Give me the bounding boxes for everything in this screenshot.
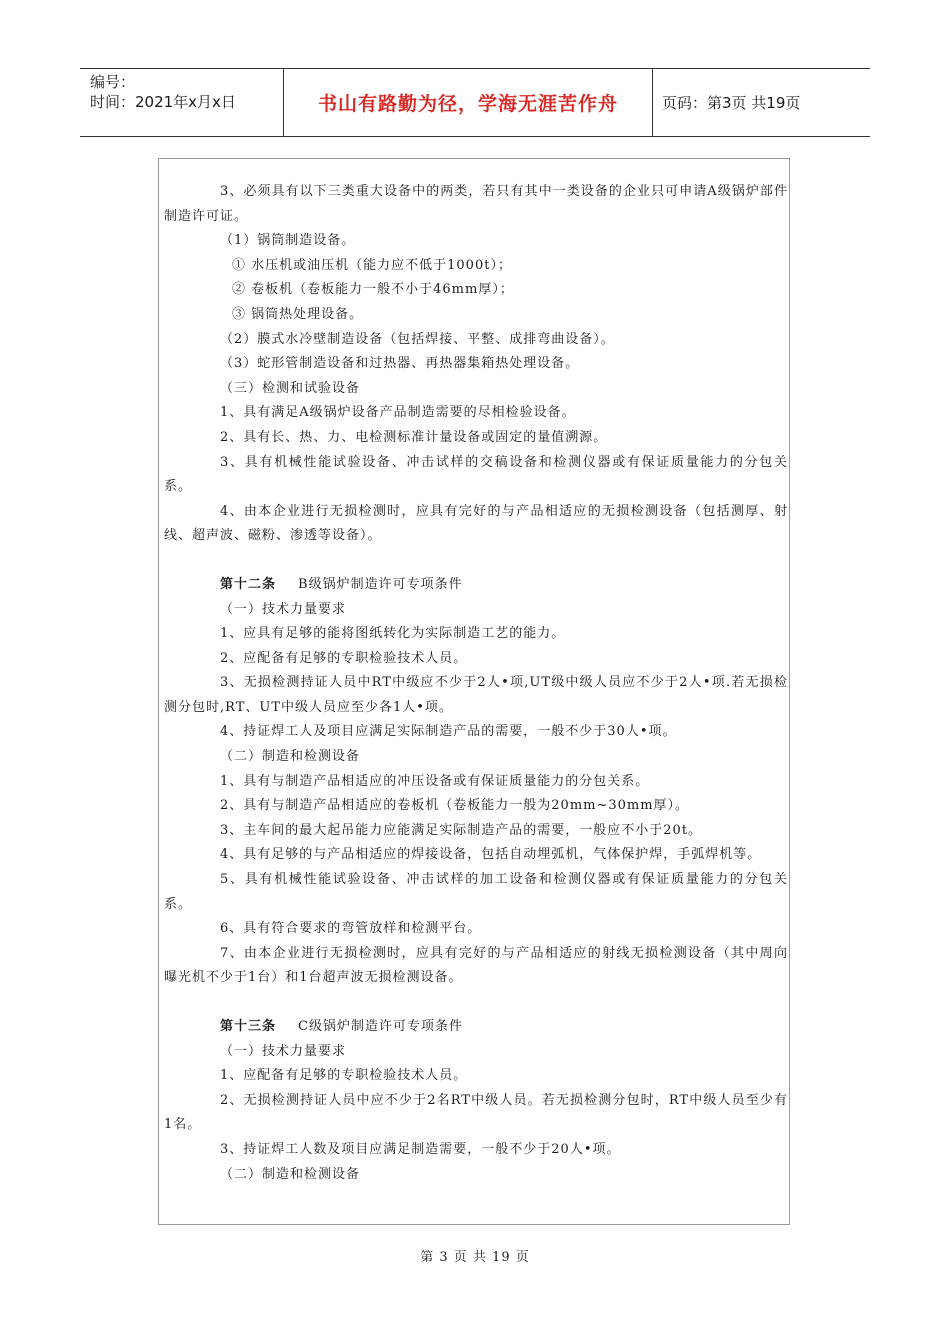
paragraph: 7、由本企业进行无损检测时，应具有完好的与产品相适应的射线无损检测设备（其中周向曝光机不少于1台）和1台超声波无损检测设备。	[164, 945, 788, 986]
paragraph: 3、持证焊工人数及项目应满足制造需要，一般不少于20人•项。	[220, 1141, 621, 1157]
article-number: 第十二条	[220, 576, 277, 592]
paragraph: （二）制造和检测设备	[220, 1166, 361, 1182]
header-meta	[80, 69, 283, 136]
paragraph: 2、具有与制造产品相适应的卷板机（卷板能力一般为20mm~30mm厚）。	[220, 798, 690, 814]
paragraph: 4、持证焊工人及项目应满足实际制造产品的需要，一般不少于30人•项。	[220, 724, 677, 740]
paragraph: 1、具有满足A级锅炉设备产品制造需要的尽相检验设备。	[220, 405, 576, 421]
paragraph: 1、具有与制造产品相适应的冲压设备或有保证质量能力的分包关系。	[220, 773, 650, 789]
paragraph: 6、具有符合要求的弯管放样和检测平台。	[220, 921, 482, 937]
spacer	[164, 991, 788, 1015]
paragraph: 2、无损检测持证人员中应不少于2名RT中级人员。若无损检测分包时，RT中级人员至少有1名。	[164, 1092, 788, 1133]
spacer	[164, 549, 788, 573]
paragraph: 1、应配备有足够的专职检验技术人员。	[220, 1068, 468, 1084]
paragraph: 1、应具有足够的能将图纸转化为实际制造工艺的能力。	[220, 626, 566, 642]
paragraph: （3）蛇形管制造设备和过热器、再热器集箱热处理设备。	[220, 356, 580, 372]
document-number-label: 编号：	[90, 73, 136, 91]
paragraph: （一）技术力量要求	[220, 601, 347, 617]
section-heading	[164, 1015, 788, 1040]
paragraph: （1）锅筒制造设备。	[220, 233, 356, 249]
article-title: C级锅炉制造许可专项条件	[298, 1019, 463, 1034]
header-page-code: 页码：第3页 共19页	[662, 94, 801, 112]
paragraph: 2、应配备有足够的专职检验技术人员。	[220, 650, 468, 666]
paragraph: ③ 锅筒热处理设备。	[232, 306, 364, 322]
paragraph: 5、具有机械性能试验设备、冲击试样的加工设备和检测仪器或有保证质量能力的分包关系。	[164, 872, 788, 912]
paragraph: 3、无损检测持证人员中RT中级应不少于2人•项,UT级中级人员应不少于2人•项.若无损检测分包时,RT、UT中级人员应至少各1人•项。	[164, 675, 788, 715]
paragraph: 3、必须具有以下三类重大设备中的两类，若只有其中一类设备的企业只可申请A级锅炉部件制造许可证。	[164, 184, 788, 224]
paragraph: 3、主车间的最大起吊能力应能满足实际制造产品的需要，一般应不小于20t。	[220, 822, 703, 838]
paragraph: ① 水压机或油压机（能力应不低于1000t）；	[232, 257, 512, 273]
article-title: B级锅炉制造许可专项条件	[298, 576, 463, 592]
page-header	[80, 68, 870, 137]
paragraph: 2、具有长、热、力、电检测标准计量设备或固定的量值溯源。	[220, 429, 608, 445]
paragraph: 3、具有机械性能试验设备、冲击试样的交稿设备和检测仪器或有保证质量能力的分包关系。	[164, 454, 788, 495]
paragraph: 4、由本企业进行无损检测时，应具有完好的与产品相适应的无损检测设备（包括测厚、射线、超声波、磁粉、渗透等设备）。	[164, 503, 788, 544]
paragraph: （三）检测和试验设备	[220, 380, 361, 396]
paragraph: （二）制造和检测设备	[220, 749, 361, 765]
page-footer: 第 3 页 共 19 页	[420, 1250, 530, 1265]
section-heading	[164, 573, 788, 598]
paragraph: （2）膜式水冷壁制造设备（包括焊接、平整、成排弯曲设备）。	[220, 331, 615, 347]
paragraph: 4、具有足够的与产品相适应的焊接设备，包括自动埋弧机，气体保护焊，手弧焊机等。	[220, 847, 762, 863]
document-body	[164, 180, 788, 1187]
article-number: 第十三条	[220, 1019, 277, 1034]
header-motto: 书山有路勤为径，学海无涯苦作舟	[283, 69, 653, 136]
paragraph: ② 卷板机（卷板能力一般不小于46mm厚）；	[232, 282, 514, 298]
paragraph: （一）技术力量要求	[220, 1043, 347, 1059]
document-date: 时间：2021年x月x日	[90, 93, 236, 111]
